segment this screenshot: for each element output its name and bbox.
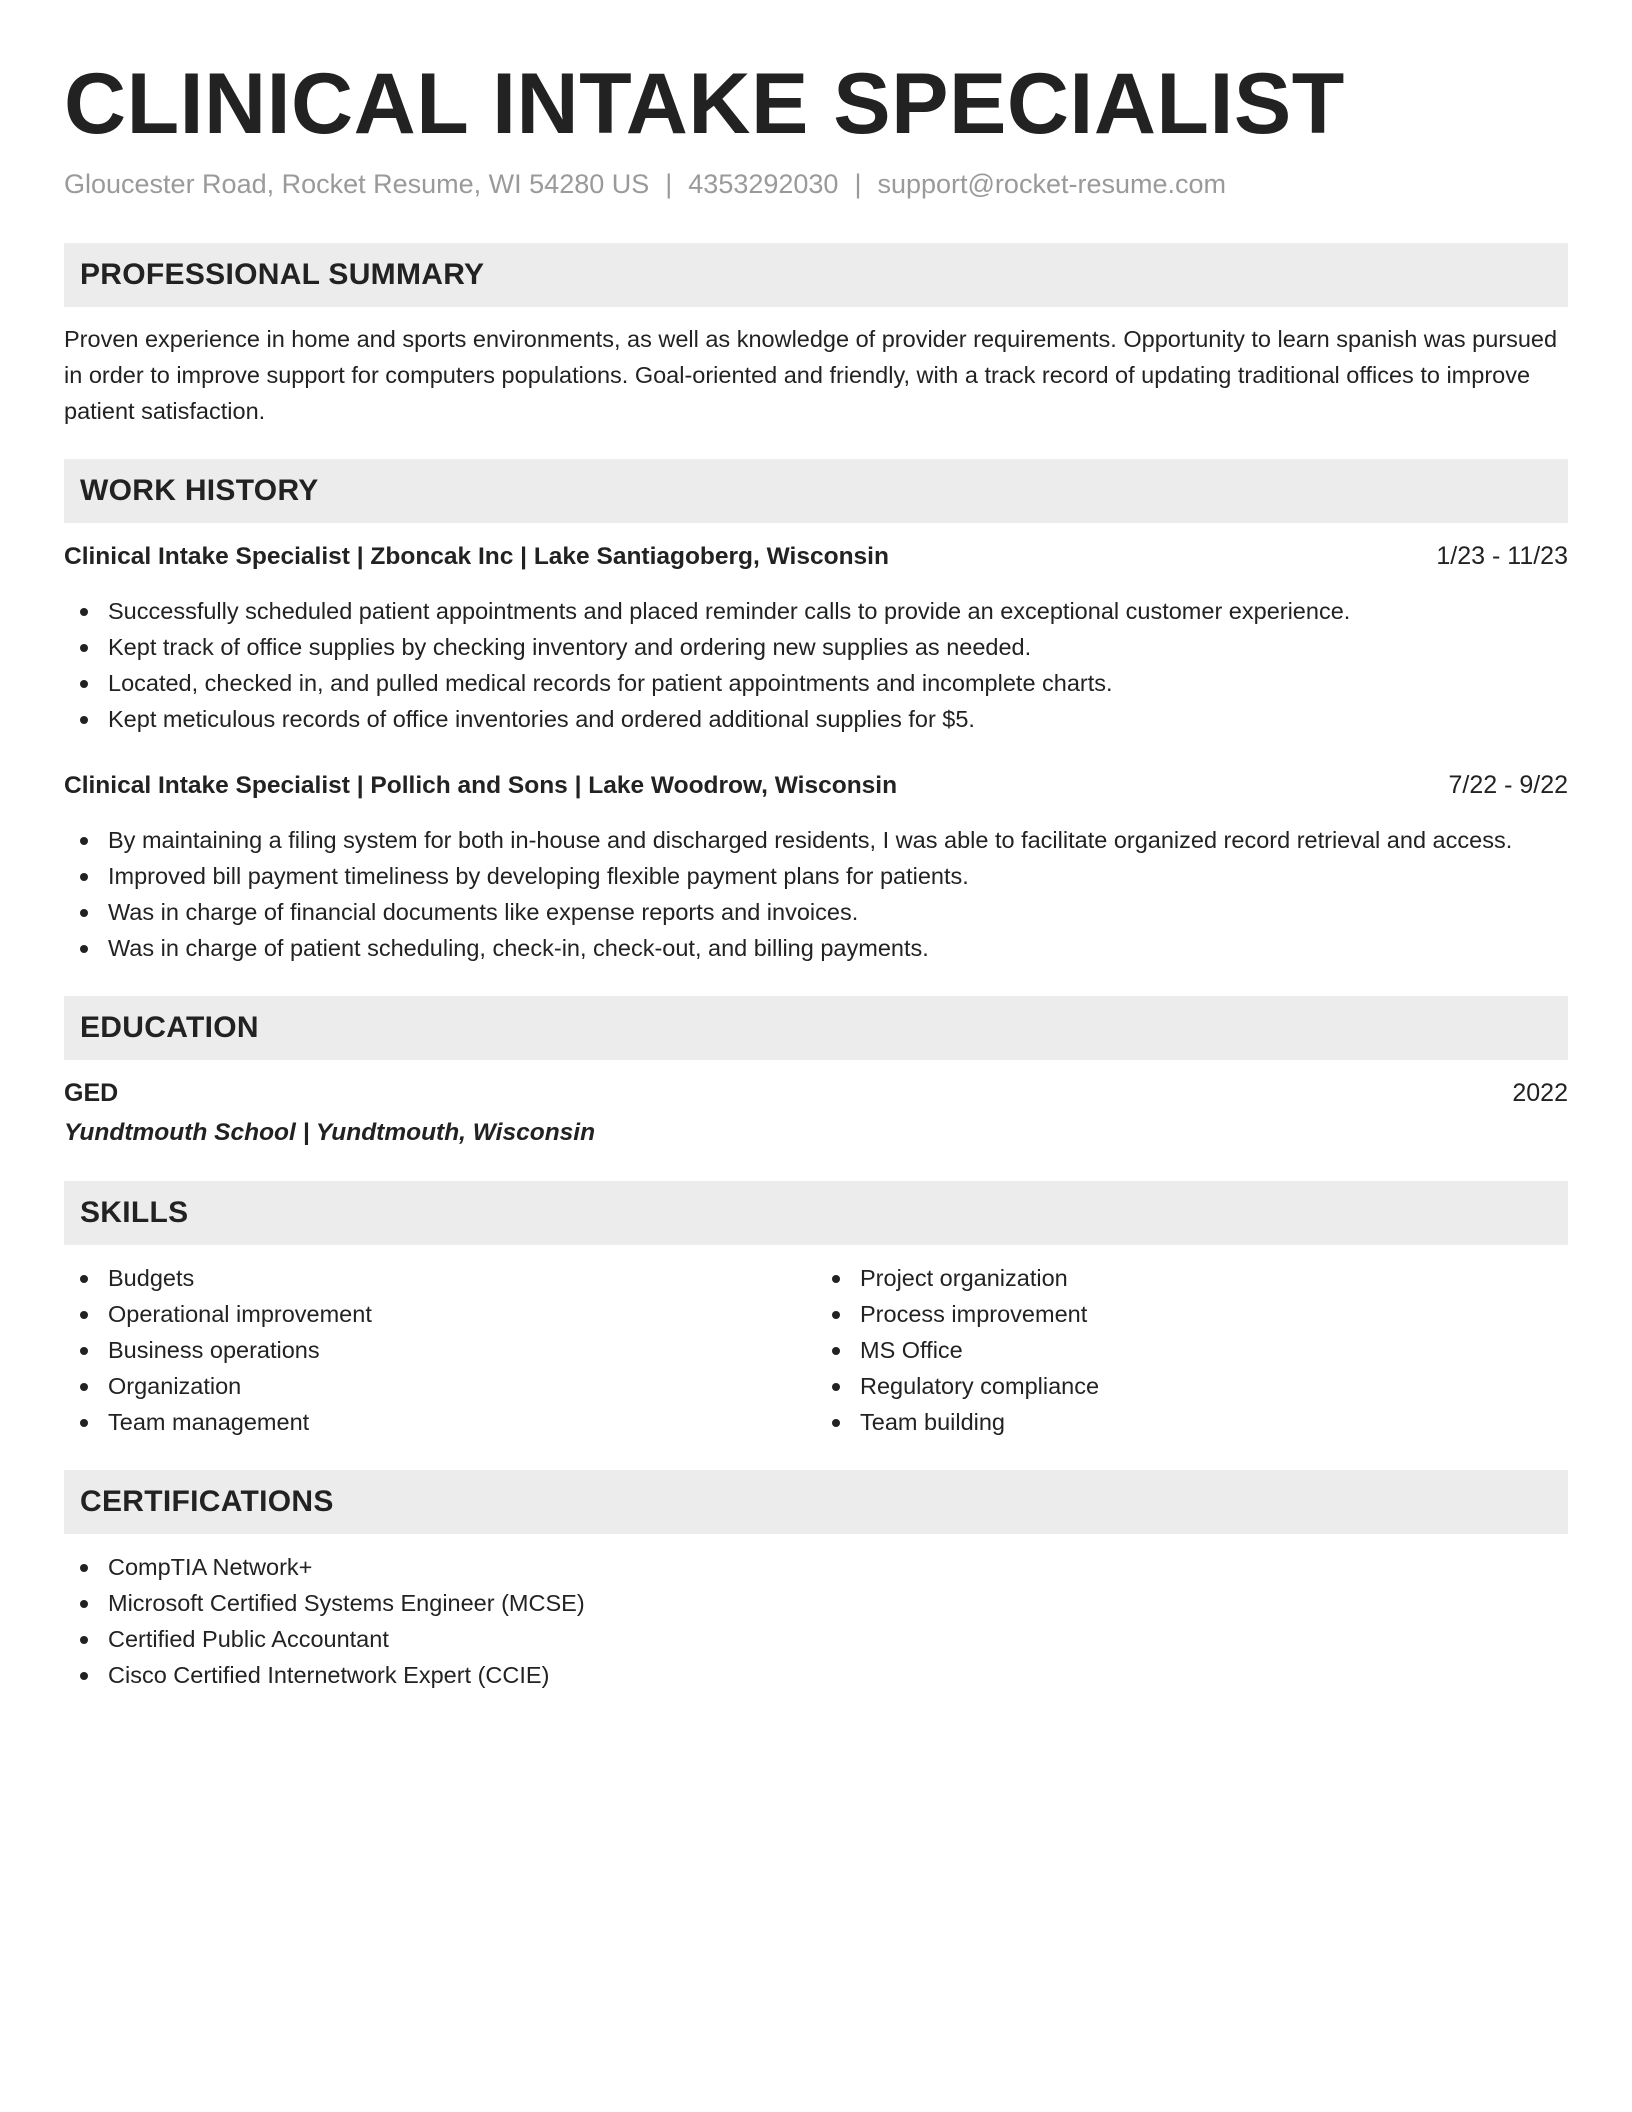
job-bullet: Improved bill payment timeliness by developing flexible payment plans for patients. [64,858,1568,894]
education-school: Yundtmouth School | Yundtmouth, Wisconsin [64,1119,596,1146]
skills-list [64,1260,1568,1440]
certification-item: CompTIA Network+ [64,1549,1568,1585]
skill-item: Organization [64,1368,816,1404]
contact-email: support@rocket-resume.com [877,169,1226,199]
contact-address: Gloucester Road, Rocket Resume, WI 54280 US [64,169,650,199]
skill-item: Budgets [64,1260,816,1296]
skills-column-right [816,1260,1568,1440]
certification-item: Microsoft Certified Systems Engineer (MCSE) [64,1585,1568,1621]
candidate-name: CLINICAL INTAKE SPECIALIST [64,56,1345,152]
job-bullets [64,822,1568,966]
skill-item: Team building [816,1404,1568,1440]
job-bullet: Located, checked in, and pulled medical records for patient appointments and incomplete charts. [64,665,1568,701]
skill-item: Business operations [64,1332,816,1368]
skill-item: Operational improvement [64,1296,816,1332]
job-entry [64,768,1568,966]
skills-heading: SKILLS [64,1181,1568,1245]
contact-separator: | [854,169,862,199]
skill-item: Process improvement [816,1296,1568,1332]
job-bullet: Was in charge of patient scheduling, check-in, check-out, and billing payments. [64,930,1568,966]
job-bullet: Successfully scheduled patient appointments and placed reminder calls to provide an exceptional customer experience. [64,593,1568,629]
skills-column-left [64,1260,816,1440]
skill-item: Project organization [816,1260,1568,1296]
certifications-list [64,1549,1568,1693]
contact-separator: | [665,169,673,199]
skill-item: MS Office [816,1332,1568,1368]
certification-item: Certified Public Accountant [64,1621,1568,1657]
work-history-heading: WORK HISTORY [64,459,1568,523]
job-header [64,539,1568,574]
job-dates: 7/22 - 9/22 [1448,771,1568,799]
education-heading: EDUCATION [64,996,1568,1060]
job-title: Clinical Intake Specialist | Pollich and Sons | Lake Woodrow, Wisconsin [64,772,898,799]
contact-line [64,166,1568,202]
job-header [64,768,1568,803]
job-bullet: By maintaining a filing system for both in-house and discharged residents, I was able to facilitate organized record retrieval and access. [64,822,1568,858]
certifications-heading: CERTIFICATIONS [64,1470,1568,1534]
job-entry [64,539,1568,737]
education-year: 2022 [1512,1079,1568,1107]
education-header [64,1076,1568,1110]
skill-item: Regulatory compliance [816,1368,1568,1404]
job-dates: 1/23 - 11/23 [1436,542,1568,570]
education-entry [64,1076,1568,1150]
contact-phone: 4353292030 [688,169,839,199]
summary-text: Proven experience in home and sports environments, as well as knowledge of provider requirements. Opportunity to learn spanish was pursued in order to improve support for computers populations. Goal-oriented and friendly, with a track record of updating traditional offices to improve patient satisfaction. [64,326,1558,424]
skill-item: Team management [64,1404,816,1440]
education-degree: GED [64,1079,119,1107]
job-title: Clinical Intake Specialist | Zboncak Inc | Lake Santiagoberg, Wisconsin [64,543,889,570]
certification-item: Cisco Certified Internetwork Expert (CCIE) [64,1657,1568,1693]
job-bullets [64,593,1568,737]
job-bullet: Kept meticulous records of office inventories and ordered additional supplies for $5. [64,701,1568,737]
summary-heading: PROFESSIONAL SUMMARY [64,243,1568,307]
job-bullet: Kept track of office supplies by checking inventory and ordering new supplies as needed. [64,629,1568,665]
job-bullet: Was in charge of financial documents like expense reports and invoices. [64,894,1568,930]
